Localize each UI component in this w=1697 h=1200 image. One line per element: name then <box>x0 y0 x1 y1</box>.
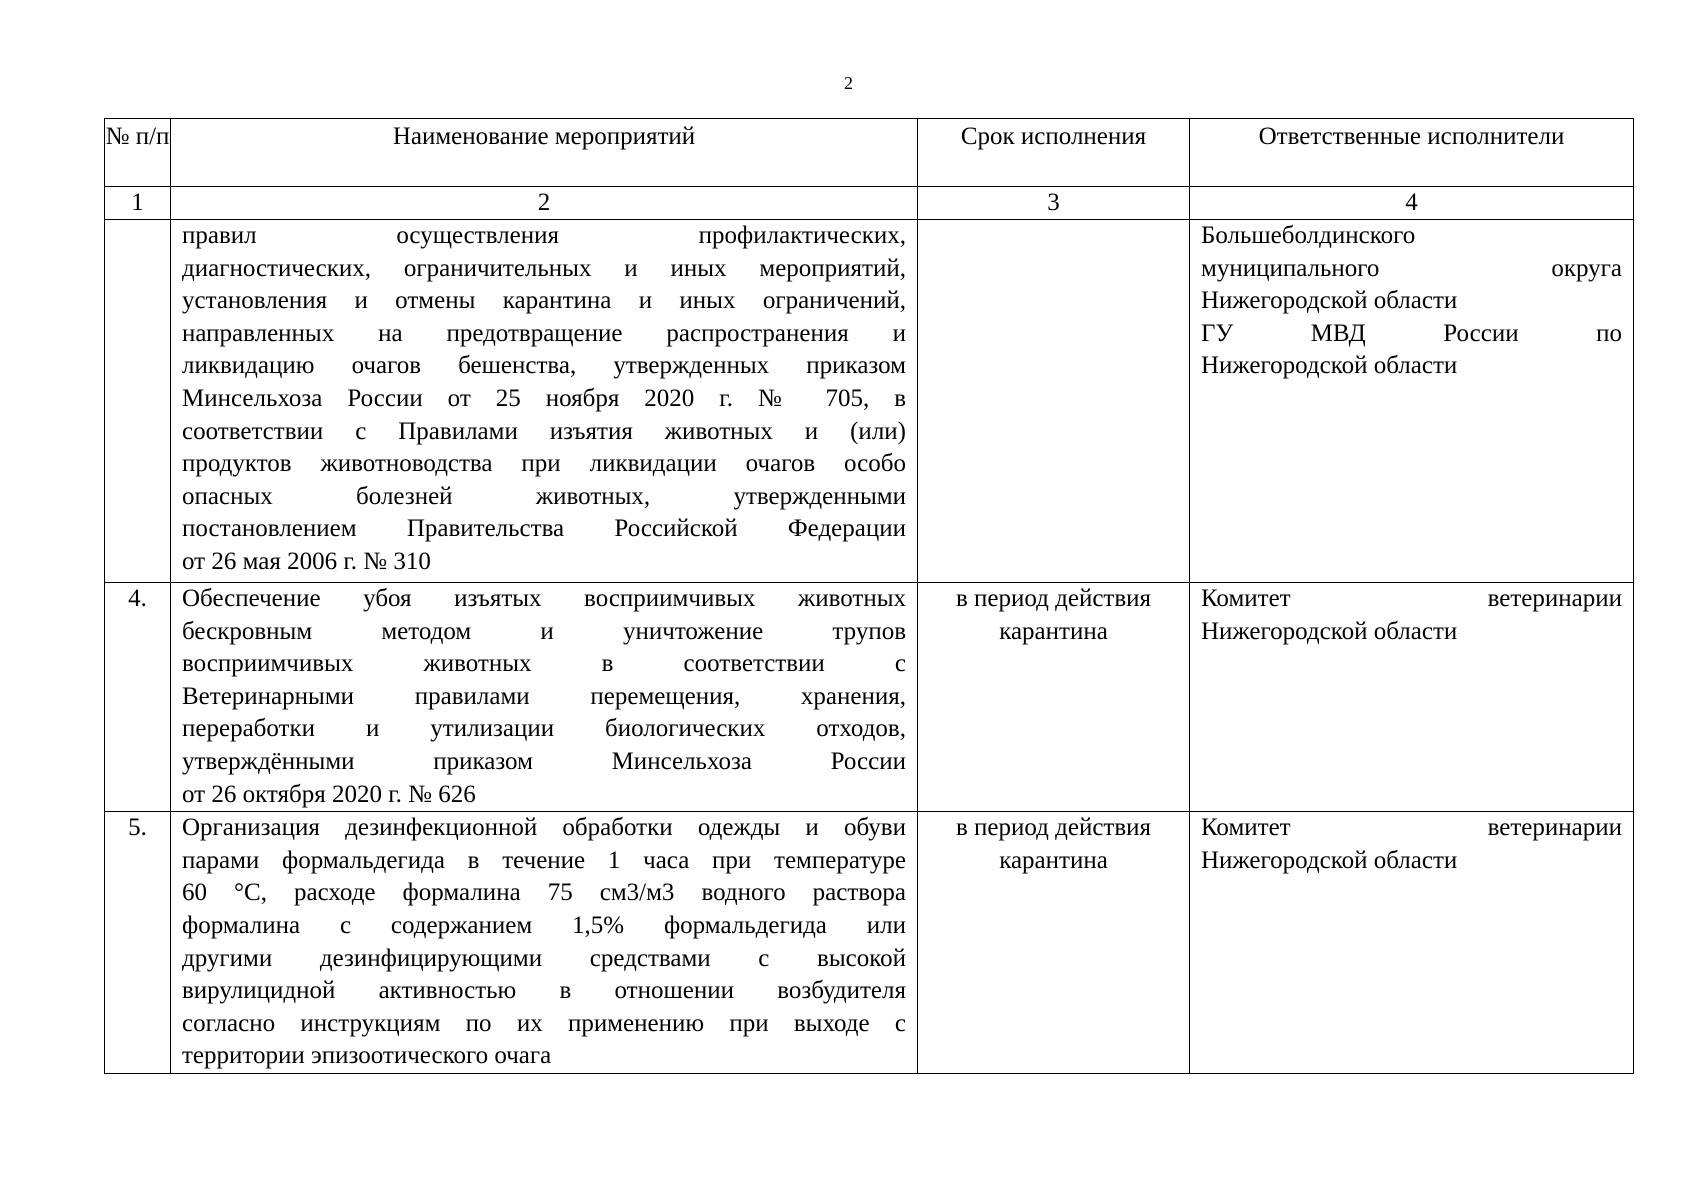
text-line: переработки и утилизации биологических отходов, <box>182 715 906 743</box>
text-line: соответствии с Правилами изъятия животных и (или) <box>182 417 906 445</box>
text-line: ГУ МВД России по <box>1201 319 1622 347</box>
column-number: 3 <box>918 187 1190 220</box>
column-number: 2 <box>171 187 918 220</box>
column-number: 1 <box>105 187 171 220</box>
text-line: Нижегородской области <box>1201 617 1458 645</box>
text-line: правил осуществления профилактических, <box>182 222 906 249</box>
text-line: муниципального округа <box>1201 254 1622 282</box>
column-numbers-row <box>105 187 1634 220</box>
header-deadline: Срок исполнения <box>918 119 1190 187</box>
text-line: утверждёнными приказом Минсельхоза России <box>182 747 906 775</box>
row-number: 4. <box>105 583 171 812</box>
table-row <box>105 812 1634 1074</box>
text-line: Нижегородской области <box>1201 352 1458 380</box>
text-line: постановлением Правительства Российской Федерации <box>182 515 906 543</box>
text-line: продуктов животноводства при ликвидации очагов особо <box>182 450 906 478</box>
header-responsible: Ответственные исполнители <box>1190 119 1634 187</box>
header-num: № п/п <box>105 119 171 187</box>
text-line: опасных болезней животных, утвержденными <box>182 482 906 510</box>
text-line: диагностических, ограничительных и иных мероприятий, <box>182 254 906 282</box>
deadline: в период действия карантина <box>918 812 1190 1074</box>
text-line: установления и отмены карантина и иных ограничений, <box>182 287 906 315</box>
measure-name <box>171 583 918 812</box>
responsible <box>1190 220 1634 583</box>
text-line: Ветеринарными правилами перемещения, хранения, <box>182 682 906 710</box>
text-line: Комитет ветеринарии <box>1201 585 1622 612</box>
table-header-row <box>105 119 1634 187</box>
measure-name <box>171 220 918 583</box>
row-number: 5. <box>105 812 171 1074</box>
table-row <box>105 220 1634 583</box>
text-line: Организация дезинфекционной обработки одежды и обуви <box>182 814 906 842</box>
text-line: Комитет ветеринарии <box>1201 814 1622 842</box>
table-row <box>105 583 1634 812</box>
text-line: Обеспечение убоя изъятых восприимчивых животных <box>182 585 906 612</box>
text-line: ликвидацию очагов бешенства, утвержденных приказом <box>182 352 906 380</box>
column-number: 4 <box>1190 187 1634 220</box>
text-line: восприимчивых животных в соответствии с <box>182 650 906 678</box>
text-line: Минсельхоза России от 25 ноября 2020 г. № 705, в <box>182 384 906 412</box>
text-line: Нижегородской области <box>1201 287 1458 315</box>
measure-name <box>171 812 918 1074</box>
text-line: направленных на предотвращение распространения и <box>182 319 906 347</box>
header-name: Наименование мероприятий <box>171 119 918 187</box>
text-line: другими дезинфицирующими средствами с высокой <box>182 944 906 972</box>
responsible <box>1190 583 1634 812</box>
text-line: 60 °С, расходе формалина 75 см3/м3 водного раствора <box>182 879 906 907</box>
text-line: Большеболдинского <box>1201 222 1416 249</box>
text-line: формалина с содержанием 1,5% формальдегида или <box>182 911 906 939</box>
responsible <box>1190 812 1634 1074</box>
text-line: Нижегородской области <box>1201 846 1458 874</box>
text-line: от 26 мая 2006 г. № 310 <box>182 547 431 575</box>
text-line: парами формальдегида в течение 1 часа при температуре <box>182 846 906 874</box>
measures-table <box>104 118 1634 1074</box>
page-number: 2 <box>844 73 853 93</box>
text-line: от 26 октября 2020 г. № 626 <box>182 780 476 808</box>
row-number <box>105 220 171 583</box>
deadline: в период действия карантина <box>918 583 1190 812</box>
text-line: территории эпизоотического очага <box>182 1042 552 1070</box>
deadline <box>918 220 1190 583</box>
text-line: вирулицидной активностью в отношении возбудителя <box>182 977 906 1005</box>
text-line: бескровным методом и уничтожение трупов <box>182 617 906 645</box>
text-line: согласно инструкциям по их применению при выходе с <box>182 1009 906 1037</box>
